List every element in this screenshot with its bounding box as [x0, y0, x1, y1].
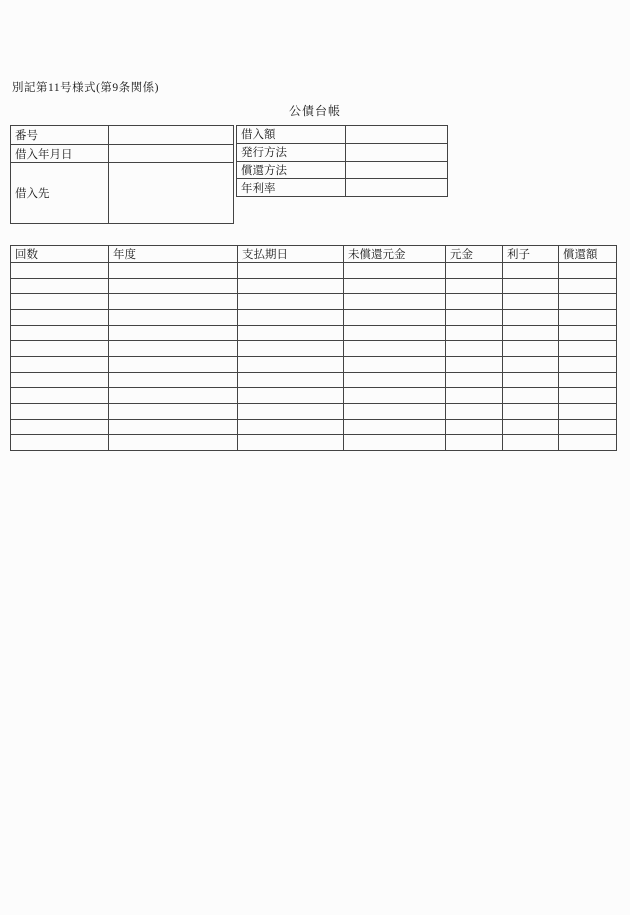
ledger-cell — [446, 356, 503, 372]
ledger-cell — [559, 372, 617, 388]
ledger-cell — [559, 263, 617, 279]
ledger-cell — [11, 356, 109, 372]
ledger-cell — [238, 325, 344, 341]
info-value-redemption-method — [346, 161, 448, 179]
ledger-cell — [11, 372, 109, 388]
ledger-cell — [503, 388, 559, 404]
form-number-note: 別記第11号様式(第9条関係) — [12, 82, 159, 94]
ledger-cell — [344, 435, 446, 451]
ledger-cell — [109, 435, 238, 451]
ledger-cell — [238, 403, 344, 419]
ledger-column-header: 年度 — [109, 246, 238, 263]
ledger-cell — [109, 419, 238, 435]
ledger-cell — [11, 341, 109, 357]
ledger-cell — [344, 278, 446, 294]
info-value-borrow-date — [109, 145, 234, 163]
ledger-cell — [503, 309, 559, 325]
ledger-cell — [344, 356, 446, 372]
ledger-row — [11, 403, 617, 419]
info-label-loan-amount: 借入額 — [237, 126, 346, 144]
ledger-cell — [503, 294, 559, 310]
ledger-cell — [11, 294, 109, 310]
ledger-row — [11, 341, 617, 357]
ledger-cell — [446, 341, 503, 357]
ledger-cell — [559, 356, 617, 372]
ledger-cell — [446, 372, 503, 388]
info-label-redemption-method: 償還方法 — [237, 161, 346, 179]
page-title: 公債台帳 — [288, 104, 341, 118]
ledger-cell — [559, 403, 617, 419]
ledger-cell — [559, 341, 617, 357]
ledger-cell — [109, 309, 238, 325]
loan-info-table-right — [236, 125, 448, 197]
ledger-cell — [344, 309, 446, 325]
ledger-cell — [446, 309, 503, 325]
ledger-cell — [446, 419, 503, 435]
ledger-cell — [559, 419, 617, 435]
ledger-cell — [11, 388, 109, 404]
info-value-lender — [109, 163, 234, 224]
ledger-cell — [238, 419, 344, 435]
ledger-cell — [446, 325, 503, 341]
ledger-row — [11, 263, 617, 279]
ledger-cell — [344, 403, 446, 419]
ledger-cell — [109, 341, 238, 357]
ledger-cell — [446, 278, 503, 294]
info-row-borrow-date — [11, 145, 234, 163]
ledger-cell — [11, 309, 109, 325]
ledger-cell — [238, 372, 344, 388]
ledger-cell — [238, 388, 344, 404]
ledger-cell — [503, 325, 559, 341]
ledger-cell — [109, 388, 238, 404]
ledger-cell — [109, 403, 238, 419]
ledger-cell — [559, 278, 617, 294]
ledger-table — [10, 245, 617, 451]
ledger-cell — [446, 263, 503, 279]
info-value-loan-amount — [346, 126, 448, 144]
ledger-cell — [11, 403, 109, 419]
ledger-cell — [238, 263, 344, 279]
loan-info-table-left — [10, 125, 234, 224]
ledger-row — [11, 294, 617, 310]
info-label-annual-interest-rate: 年利率 — [237, 179, 346, 197]
ledger-cell — [109, 263, 238, 279]
ledger-row — [11, 435, 617, 451]
ledger-column-header: 利子 — [503, 246, 559, 263]
ledger-column-header: 元金 — [446, 246, 503, 263]
ledger-cell — [503, 419, 559, 435]
ledger-cell — [11, 278, 109, 294]
ledger-cell — [559, 388, 617, 404]
ledger-cell — [503, 403, 559, 419]
ledger-cell — [503, 263, 559, 279]
ledger-cell — [109, 356, 238, 372]
ledger-cell — [503, 435, 559, 451]
ledger-row — [11, 419, 617, 435]
ledger-cell — [344, 388, 446, 404]
ledger-cell — [238, 341, 344, 357]
ledger-cell — [344, 419, 446, 435]
ledger-cell — [446, 294, 503, 310]
ledger-cell — [11, 435, 109, 451]
info-value-number — [109, 126, 234, 145]
ledger-cell — [238, 294, 344, 310]
info-value-annual-interest-rate — [346, 179, 448, 197]
ledger-cell — [503, 341, 559, 357]
ledger-column-header: 回数 — [11, 246, 109, 263]
ledger-cell — [11, 325, 109, 341]
ledger-cell — [109, 278, 238, 294]
ledger-cell — [344, 372, 446, 388]
info-value-issue-method — [346, 143, 448, 161]
ledger-cell — [238, 356, 344, 372]
info-row-redemption-method — [237, 161, 448, 179]
ledger-cell — [238, 278, 344, 294]
ledger-cell — [344, 294, 446, 310]
ledger-row — [11, 356, 617, 372]
ledger-cell — [109, 294, 238, 310]
ledger-row — [11, 309, 617, 325]
ledger-cell — [503, 356, 559, 372]
ledger-cell — [446, 403, 503, 419]
ledger-cell — [503, 372, 559, 388]
ledger-cell — [559, 294, 617, 310]
ledger-column-header: 未償還元金 — [344, 246, 446, 263]
info-row-annual-interest-rate — [237, 179, 448, 197]
ledger-cell — [559, 309, 617, 325]
ledger-cell — [344, 263, 446, 279]
info-label-lender: 借入先 — [11, 163, 109, 224]
ledger-row — [11, 372, 617, 388]
ledger-cell — [238, 309, 344, 325]
ledger-cell — [238, 435, 344, 451]
ledger-cell — [11, 263, 109, 279]
info-row-number — [11, 126, 234, 145]
ledger-row — [11, 325, 617, 341]
ledger-cell — [446, 435, 503, 451]
ledger-cell — [11, 419, 109, 435]
ledger-cell — [503, 278, 559, 294]
ledger-row — [11, 278, 617, 294]
ledger-cell — [559, 325, 617, 341]
ledger-cell — [109, 372, 238, 388]
ledger-body — [11, 263, 617, 451]
ledger-cell — [344, 325, 446, 341]
ledger-cell — [446, 388, 503, 404]
info-label-number: 番号 — [11, 126, 109, 145]
ledger-header-row — [11, 246, 617, 263]
ledger-column-header: 償還額 — [559, 246, 617, 263]
info-label-borrow-date: 借入年月日 — [11, 145, 109, 163]
ledger-cell — [344, 341, 446, 357]
ledger-cell — [559, 435, 617, 451]
ledger-cell — [109, 325, 238, 341]
ledger-row — [11, 388, 617, 404]
ledger-column-header: 支払期日 — [238, 246, 344, 263]
info-row-lender — [11, 163, 234, 224]
info-row-issue-method — [237, 143, 448, 161]
info-row-loan-amount — [237, 126, 448, 144]
info-label-issue-method: 発行方法 — [237, 143, 346, 161]
